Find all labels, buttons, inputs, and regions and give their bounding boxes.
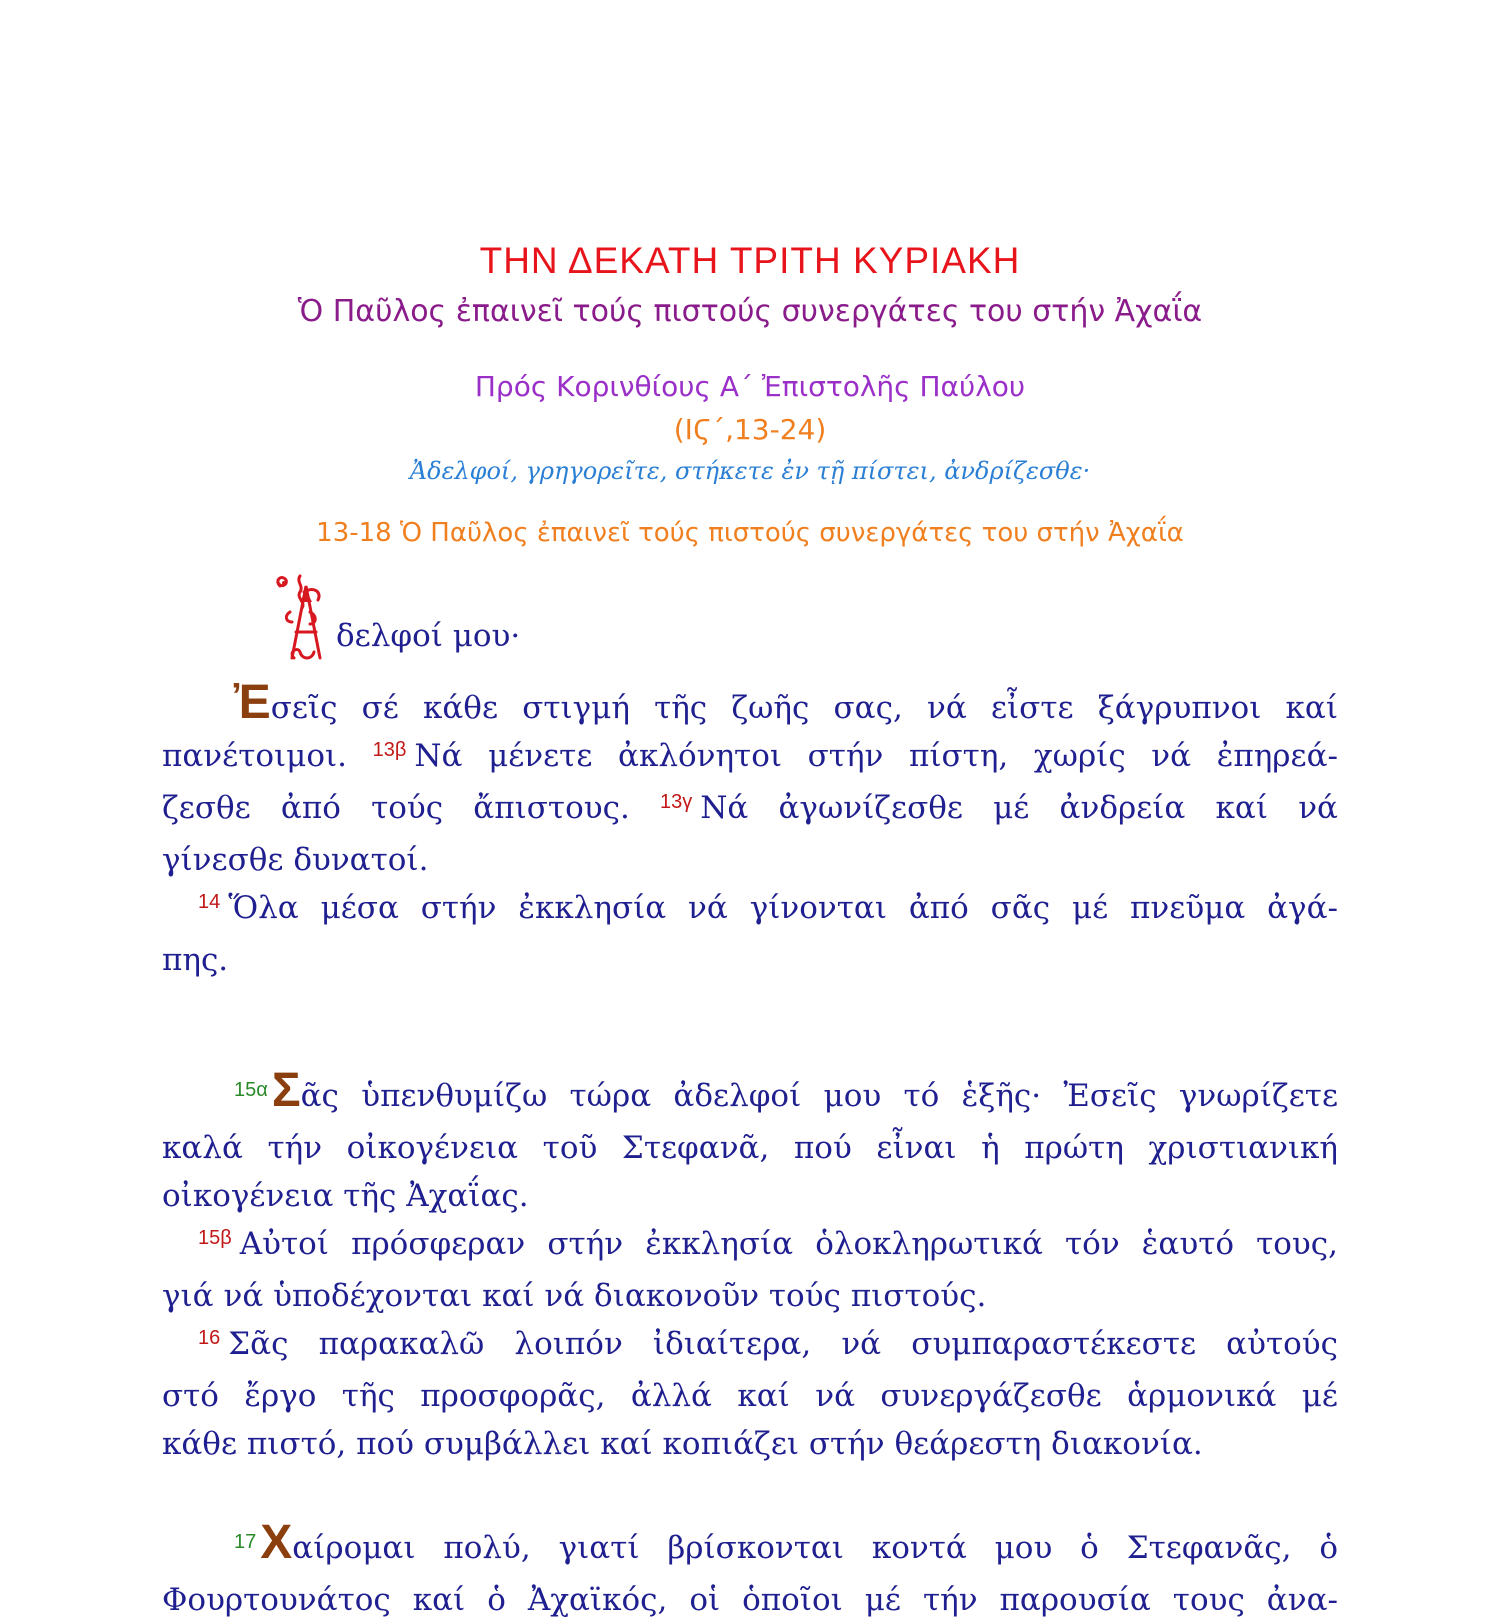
paragraph-14 [162, 884, 1338, 984]
page-subtitle: Ὁ Παῦλος ἐπαινεῖ τούς πιστούς συνεργάτες του στήν Ἀχαΐα [297, 294, 1203, 329]
ornamental-initial-icon [270, 572, 334, 668]
text-line-content: Ὅλα μέσα στήν ἐκκλησία νά γίνονται ἀπό σᾶς μέ πνεῦμα ἀγά- [228, 890, 1338, 926]
paragraph-16 [162, 1320, 1338, 1468]
paragraph-17 [162, 1516, 1338, 1624]
paragraph-spacer [162, 1032, 1338, 1072]
text-line [162, 1516, 1338, 1576]
paragraph-spacer [162, 984, 1338, 1032]
text-line: οἰκογένεια τῆς Ἀχαΐας. [162, 1178, 529, 1214]
text-line-content: Αὐτοί πρόσφεραν στήν ἐκκλησία ὁλοκληρωτικά τόν ἑαυτό τους, [239, 1226, 1338, 1262]
text-line [162, 732, 1338, 784]
text-line-content: σεῖς σέ κάθε στιγμή τῆς ζωῆς σας, νά εἶστε ξάγρυπνοι καί [270, 690, 1338, 726]
greeting-line [270, 572, 520, 662]
text-line-content: πανέτοιμοι. [162, 738, 348, 774]
verse-number: 13β [372, 739, 407, 761]
text-line [162, 884, 1338, 936]
text-line: καλά τήν οἰκογένεια τοῦ Στεφανᾶ, πού εἶναι ἡ πρώτη χριστιανική [162, 1130, 1338, 1166]
text-line-content: Σᾶς παρακαλῶ λοιπόν ἰδιαίτερα, νά συμπαραστέκεστε αὐτούς [228, 1326, 1338, 1362]
verse-number: 14 [198, 891, 221, 913]
text-line-content: Νά ἀγωνίζεσθε μέ ἀνδρεία καί νά [700, 790, 1338, 826]
drop-cap: Σ [271, 1064, 301, 1117]
drop-cap: Ἐ [234, 676, 271, 729]
text-line: κάθε πιστό, πού συμβάλλει καί κοπιάζει στήν θεάρεστη διακονία. [162, 1426, 1203, 1462]
greeting-text: δελφοί μου· [336, 618, 521, 654]
text-line-content: ζεσθε ἀπό τούς ἄπιστους. [162, 790, 630, 826]
text-line [162, 676, 1338, 732]
paragraph-spacer [162, 1516, 1338, 1524]
main-text [162, 676, 1338, 1624]
section-heading: 13-18 Ὁ Παῦλος ἐπαινεῖ τούς πιστούς συνεργάτες του στήν Ἀχαΐα [316, 518, 1184, 548]
verse-number: 13γ [659, 791, 693, 813]
chapter-reference: (ΙϚ΄,13-24) [673, 413, 827, 446]
drop-cap: Χ [260, 1516, 293, 1569]
text-line [162, 1064, 1338, 1124]
text-line: στό ἔργο τῆς προσφορᾶς, ἀλλά καί νά συνεργάζεσθε ἁρμονικά μέ [162, 1378, 1338, 1414]
text-line: πης. [162, 942, 229, 978]
text-line-content: ᾶς ὑπενθυμίζω τώρα ἀδελφοί μου τό ἑξῆς· Ἐσεῖς γνωρίζετε [300, 1078, 1338, 1114]
text-line: γιά νά ὑποδέχονται καί νά διακονοῦν τούς πιστούς. [162, 1278, 987, 1314]
paragraph-15a [162, 1064, 1338, 1220]
verse-number: 15α [234, 1079, 268, 1101]
motto-verse: Ἀδελφοί, γρηγορεῖτε, στήκετε ἐν τῇ πίστει, ἀνδρίζεσθε· [409, 457, 1091, 485]
text-line [162, 1320, 1338, 1372]
text-line [162, 784, 1338, 836]
verse-number: 16 [198, 1327, 221, 1349]
epistle-heading: Πρός Κορινθίους Α΄ Ἐπιστολῆς Παύλου [474, 370, 1026, 403]
verse-number: 17 [234, 1531, 257, 1553]
text-line [162, 1220, 1338, 1272]
paragraph-spacer [162, 1468, 1338, 1516]
text-line: γίνεσθε δυνατοί. [162, 842, 429, 878]
page-title: ΤΗΝ ΔΕΚΑΤΗ ΤΡΙΤΗ ΚΥΡΙΑΚΗ [479, 240, 1021, 281]
verse-number: 15β [198, 1227, 232, 1249]
paragraph-13 [162, 676, 1338, 884]
paragraph-15b [162, 1220, 1338, 1320]
text-line-content: αίρομαι πολύ, γιατί βρίσκονται κοντά μου ὁ Στεφανᾶς, ὁ [292, 1530, 1338, 1566]
text-line: Φουρτουνάτος καί ὁ Ἀχαϊκός, οἱ ὁποῖοι μέ τήν παρουσία τους ἀνα- [162, 1582, 1338, 1618]
text-line-content: Νά μένετε ἀκλόνητοι στήν πίστη, χωρίς νά ἐπηρεά- [414, 738, 1338, 774]
